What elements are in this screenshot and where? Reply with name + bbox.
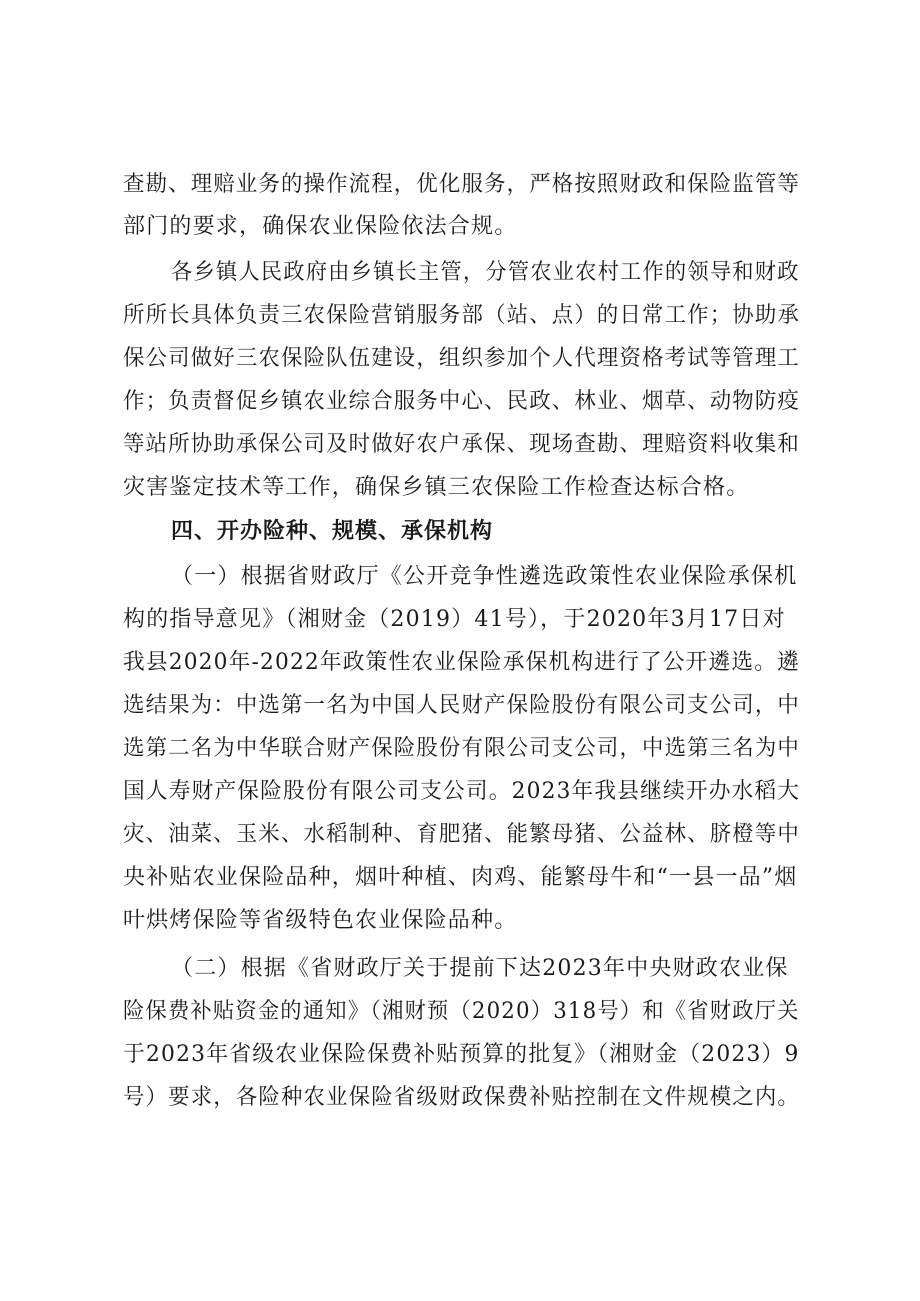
- paragraph-line: 叶烘烤保险等省级特色农业保险品种。: [123, 908, 518, 933]
- paragraph-line: 国人寿财产保险股份有限公司支公司。2023年我县继续开办水稻大: [123, 779, 801, 804]
- paragraph-line: 灾害鉴定技术等工作，确保乡镇三农保险工作检查达标合格。: [123, 475, 750, 500]
- paragraph-line: （一）根据省财政厅《公开竞争性遴选政策性农业保险承保机: [171, 564, 798, 589]
- paragraph-line: 查勘、理赔业务的操作流程，优化服务，严格按照财政和保险监管等: [123, 172, 801, 197]
- paragraph-line: 保公司做好三农保险队伍建设，组织参加个人代理资格考试等管理工: [123, 346, 801, 371]
- paragraph-line: 作；负责督促乡镇农业综合服务中心、民政、林业、烟草、动物防疫: [123, 389, 801, 414]
- paragraph-line: 各乡镇人民政府由乡镇长主管，分管农业农村工作的领导和财政: [171, 260, 800, 285]
- paragraph-line: 选结果为：中选第一名为中国人民财产保险股份有限公司支公司，中: [123, 693, 801, 718]
- paragraph-line: 构的指导意见》（湘财金（2019）41号），于2020年3月17日对: [123, 607, 786, 632]
- paragraph-line: 号）要求，各险种农业保险省级财政保费补贴控制在文件规模之内。: [123, 1085, 801, 1110]
- paragraph-line: 我县2020年-2022年政策性农业保险承保机构进行了公开遴选。遴: [123, 650, 800, 675]
- paragraph-line: 等站所协助承保公司及时做好农户承保、现场查勘、理赔资料收集和: [123, 432, 801, 457]
- paragraph-line: 所所长具体负责三农保险营销服务部（站、点）的日常工作；协助承: [123, 303, 801, 328]
- paragraph-line: 险保费补贴资金的通知》（湘财预（2020）318号）和《省财政厅关: [123, 999, 800, 1024]
- paragraph-line: 灾、油菜、玉米、水稻制种、育肥猪、能繁母猪、公益林、脐橙等中: [123, 822, 801, 847]
- paragraph-line: 于2023年省级农业保险保费补贴预算的批复》（湘财金（2023）9: [123, 1042, 800, 1067]
- paragraph-line: 央补贴农业保险品种，烟叶种植、肉鸡、能繁母牛和“一县一品”烟: [123, 865, 798, 890]
- paragraph-line: 选第二名为中华联合财产保险股份有限公司支公司，中选第三名为中: [123, 736, 801, 761]
- paragraph-line: （二）根据《省财政厅关于提前下达2023年中央财政农业保: [171, 956, 789, 981]
- section-heading: 四、开办险种、规模、承保机构: [171, 519, 494, 544]
- paragraph-line: 部门的要求，确保农业保险依法合规。: [123, 214, 518, 239]
